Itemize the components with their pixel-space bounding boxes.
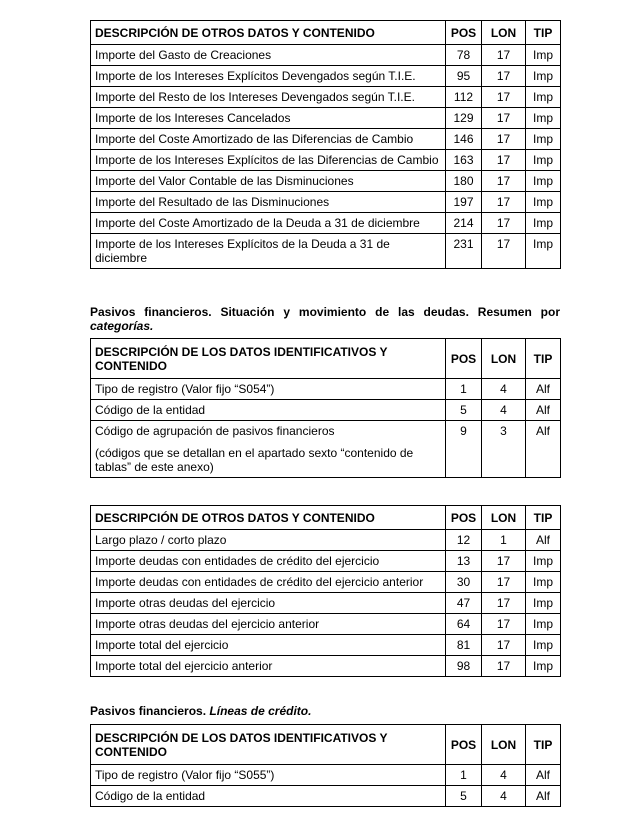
table-row (91, 656, 561, 677)
desc-text: Importe de los Intereses Explícitos de la Deuda a 31 de diciembre (95, 237, 390, 265)
section-heading-lineas-credito (90, 704, 560, 718)
lon-cell: 17 (482, 129, 526, 150)
header-row (91, 21, 561, 45)
heading-italic: Líneas de crédito. (209, 704, 312, 718)
pos-cell: 12 (446, 530, 482, 551)
tip-header: TIP (526, 725, 561, 765)
lon-cell: 17 (482, 108, 526, 129)
table-row (91, 192, 561, 213)
table-row (91, 45, 561, 66)
desc-text: Código de agrupación de pasivos financieros (95, 424, 335, 438)
pos-cell: 81 (446, 635, 482, 656)
tip-cell: Alf (526, 379, 561, 400)
pos-cell: 180 (446, 171, 482, 192)
lon-header: LON (482, 725, 526, 765)
spec-table (90, 724, 561, 807)
lon-cell: 17 (482, 213, 526, 234)
table-row (91, 87, 561, 108)
tip-cell: Imp (526, 213, 561, 234)
desc-cell (91, 656, 446, 677)
desc-text: Código de la entidad (95, 789, 206, 803)
lon-cell: 17 (482, 45, 526, 66)
desc-text: Tipo de registro (Valor fijo “S054”) (95, 382, 275, 396)
desc-cell (91, 421, 446, 478)
desc-header: DESCRIPCIÓN DE LOS DATOS IDENTIFICATIVOS Y CONTENIDO (91, 339, 446, 379)
tip-cell: Alf (526, 530, 561, 551)
pos-cell: 98 (446, 656, 482, 677)
table-row (91, 551, 561, 572)
table-row (91, 171, 561, 192)
tip-cell: Imp (526, 87, 561, 108)
table-body (91, 379, 561, 478)
desc-text: Importe deudas con entidades de crédito del ejercicio (95, 554, 380, 568)
table-otros-datos-2 (90, 505, 560, 677)
desc-cell (91, 635, 446, 656)
lon-cell: 17 (482, 87, 526, 108)
lon-cell: 4 (482, 379, 526, 400)
tip-cell: Imp (526, 551, 561, 572)
desc-text: Importe otras deudas del ejercicio anterior (95, 617, 320, 631)
desc-text: Importe total del ejercicio anterior (95, 659, 273, 673)
pos-header: POS (446, 339, 482, 379)
desc-cell (91, 66, 446, 87)
tip-cell: Alf (526, 765, 561, 786)
desc-cell (91, 400, 446, 421)
tip-cell: Imp (526, 192, 561, 213)
lon-cell: 17 (482, 656, 526, 677)
lon-cell: 17 (482, 192, 526, 213)
desc-text: Importe de los Intereses Explícitos de las Diferencias de Cambio (95, 153, 439, 167)
desc-text: Importe total del ejercicio (95, 638, 229, 652)
lon-cell: 17 (482, 635, 526, 656)
pos-cell: 163 (446, 150, 482, 171)
pos-cell: 214 (446, 213, 482, 234)
tip-cell: Imp (526, 614, 561, 635)
lon-cell: 4 (482, 786, 526, 807)
desc-cell (91, 551, 446, 572)
header-row (91, 725, 561, 765)
table-row (91, 635, 561, 656)
lon-cell: 3 (482, 421, 526, 478)
pos-cell: 47 (446, 593, 482, 614)
table-row (91, 614, 561, 635)
desc-text: Importe de los Intereses Explícitos Devengados según T.I.E. (95, 69, 416, 83)
desc-cell (91, 614, 446, 635)
desc-text: Importe deudas con entidades de crédito del ejercicio anterior (95, 575, 424, 589)
table-row (91, 786, 561, 807)
lon-header: LON (482, 339, 526, 379)
desc-cell (91, 786, 446, 807)
desc-text: Importe de los Intereses Cancelados (95, 111, 291, 125)
pos-cell: 112 (446, 87, 482, 108)
tip-cell: Imp (526, 656, 561, 677)
desc-text: Importe del Valor Contable de las Disminuciones (95, 174, 354, 188)
header-row (91, 339, 561, 379)
tip-cell: Imp (526, 572, 561, 593)
lon-cell: 17 (482, 614, 526, 635)
heading-main: Pasivos financieros. (90, 704, 207, 718)
desc-cell (91, 87, 446, 108)
desc-cell (91, 572, 446, 593)
desc-header: DESCRIPCIÓN DE OTROS DATOS Y CONTENIDO (91, 506, 446, 530)
desc-cell (91, 108, 446, 129)
desc-text: Largo plazo / corto plazo (95, 533, 227, 547)
tip-cell: Imp (526, 150, 561, 171)
heading-main: Pasivos financieros. Situación y movimiento de las deudas. Resumen por (90, 305, 560, 319)
desc-header: DESCRIPCIÓN DE OTROS DATOS Y CONTENIDO (91, 21, 446, 45)
table-row (91, 150, 561, 171)
table-body (91, 530, 561, 677)
desc-cell (91, 379, 446, 400)
desc-text: Importe del Gasto de Creaciones (95, 48, 272, 62)
lon-cell: 4 (482, 400, 526, 421)
tip-cell: Imp (526, 635, 561, 656)
lon-header: LON (482, 506, 526, 530)
spec-table (90, 505, 561, 677)
table-row (91, 108, 561, 129)
tip-cell: Imp (526, 108, 561, 129)
pos-header: POS (446, 21, 482, 45)
pos-cell: 13 (446, 551, 482, 572)
lon-cell: 17 (482, 572, 526, 593)
table-datos-identificativos-s054 (90, 338, 560, 478)
lon-header: LON (482, 21, 526, 45)
desc-text: Código de la entidad (95, 403, 206, 417)
pos-cell: 5 (446, 400, 482, 421)
tip-cell: Imp (526, 234, 561, 269)
heading-italic: categorías. (90, 319, 154, 333)
pos-cell: 1 (446, 765, 482, 786)
table-row (91, 530, 561, 551)
desc-text: Tipo de registro (Valor fijo “S055”) (95, 768, 275, 782)
desc-cell (91, 234, 446, 269)
tip-cell: Imp (526, 45, 561, 66)
tip-cell: Imp (526, 129, 561, 150)
table-otros-datos-1 (90, 20, 560, 269)
tip-cell: Alf (526, 786, 561, 807)
tip-cell: Alf (526, 421, 561, 478)
header-row (91, 506, 561, 530)
pos-cell: 95 (446, 66, 482, 87)
table-row (91, 234, 561, 269)
table-row (91, 213, 561, 234)
desc-cell (91, 530, 446, 551)
tip-cell: Imp (526, 66, 561, 87)
tip-header: TIP (526, 506, 561, 530)
table-row (91, 765, 561, 786)
table-row (91, 379, 561, 400)
table-body (91, 45, 561, 269)
lon-cell: 17 (482, 593, 526, 614)
tip-header: TIP (526, 339, 561, 379)
section-heading-situacion (90, 305, 560, 333)
table-row (91, 421, 561, 478)
pos-cell: 5 (446, 786, 482, 807)
desc-cell (91, 765, 446, 786)
table-datos-identificativos-s055 (90, 724, 560, 807)
desc-cell (91, 171, 446, 192)
table-row (91, 572, 561, 593)
tip-cell: Alf (526, 400, 561, 421)
desc-text: Importe del Coste Amortizado de las Diferencias de Cambio (95, 132, 414, 146)
desc-text: Importe del Resto de los Intereses Devengados según T.I.E. (95, 90, 415, 104)
desc-cell (91, 192, 446, 213)
table-row (91, 129, 561, 150)
desc-cell (91, 593, 446, 614)
lon-cell: 4 (482, 765, 526, 786)
desc-cell (91, 150, 446, 171)
lon-cell: 17 (482, 171, 526, 192)
pos-cell: 1 (446, 379, 482, 400)
pos-cell: 30 (446, 572, 482, 593)
desc-text: Importe del Coste Amortizado de la Deuda a 31 de diciembre (95, 216, 420, 230)
spec-table (90, 338, 561, 478)
pos-cell: 197 (446, 192, 482, 213)
pos-header: POS (446, 725, 482, 765)
pos-cell: 78 (446, 45, 482, 66)
table-row (91, 593, 561, 614)
desc-text: Importe otras deudas del ejercicio (95, 596, 276, 610)
tip-cell: Imp (526, 593, 561, 614)
spec-table (90, 20, 561, 269)
pos-cell: 64 (446, 614, 482, 635)
table-row (91, 66, 561, 87)
lon-cell: 17 (482, 234, 526, 269)
tip-header: TIP (526, 21, 561, 45)
pos-cell: 129 (446, 108, 482, 129)
lon-cell: 1 (482, 530, 526, 551)
lon-cell: 17 (482, 66, 526, 87)
lon-cell: 17 (482, 150, 526, 171)
tip-cell: Imp (526, 171, 561, 192)
desc-header: DESCRIPCIÓN DE LOS DATOS IDENTIFICATIVOS Y CONTENIDO (91, 725, 446, 765)
pos-cell: 231 (446, 234, 482, 269)
desc-cell (91, 213, 446, 234)
desc-cell (91, 45, 446, 66)
pos-header: POS (446, 506, 482, 530)
pos-cell: 146 (446, 129, 482, 150)
table-body (91, 765, 561, 807)
lon-cell: 17 (482, 551, 526, 572)
desc-cell (91, 129, 446, 150)
table-row (91, 400, 561, 421)
pos-cell: 9 (446, 421, 482, 478)
desc-text: Importe del Resultado de las Disminuciones (95, 195, 330, 209)
desc-note: (códigos que se detallan en el apartado sexto “contenido de tablas” de este anexo) (95, 446, 414, 474)
